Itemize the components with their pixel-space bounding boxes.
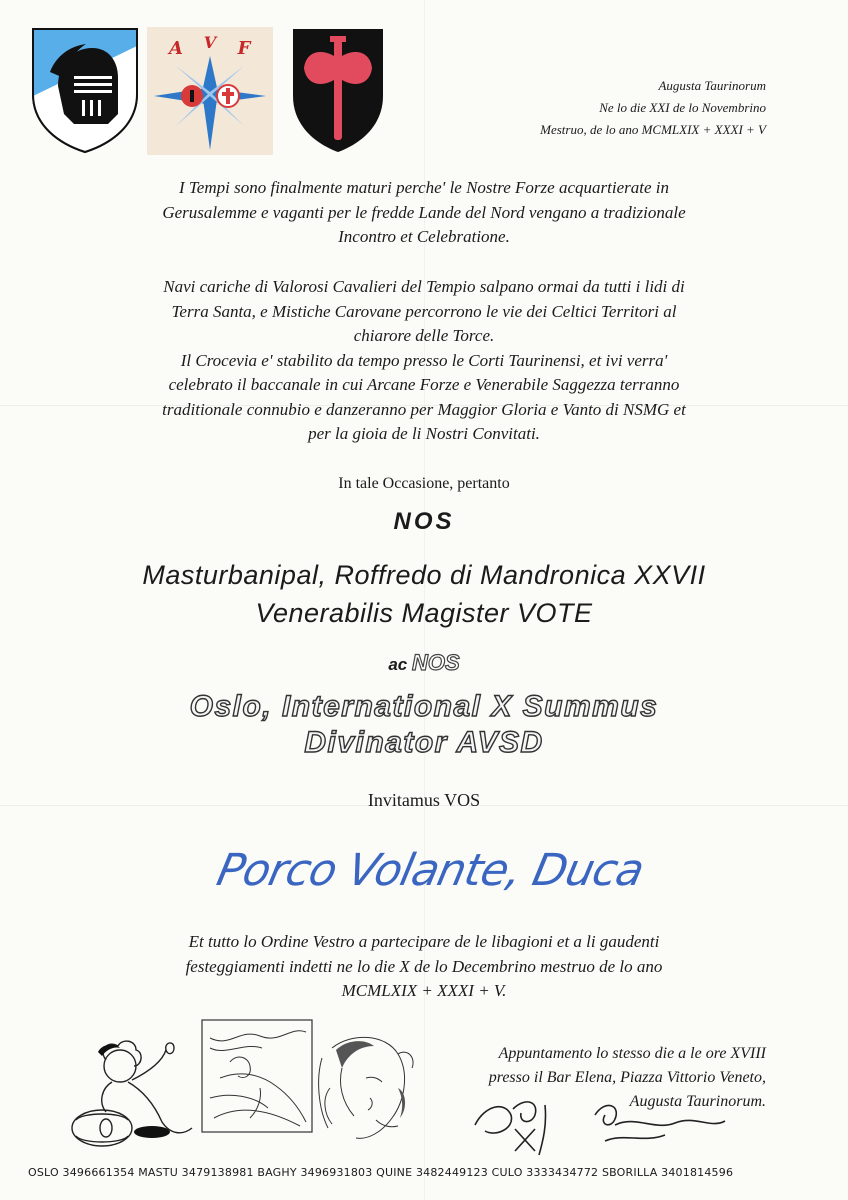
date-day: Ne lo die XXI de lo Novembrino [599,100,766,115]
paragraph-line: Incontro et Celebratione. [338,227,510,246]
paragraph-line: Il Crocevia e' stabilito da tempo presso le Corti Taurinensi, et ivi verra' [180,350,668,370]
paragraph-line: I Tempi sono finalmente maturi perche' le Nostre Forze acquartierate in [179,178,669,197]
knight-shield-icon [30,26,140,154]
nos-heading: NOS [393,508,455,535]
divinator-name: Oslo, International X Summus [189,690,659,723]
paragraph-line: Terra Santa, e Mistiche Carovane percorrono le vie dei Celtici Territori al [171,301,677,321]
paragraph-line: traditionale connubio e danzeranno per Maggior Gloria e Vanto di NSMG et [162,399,686,419]
axe-shield-icon [290,26,386,154]
invitation-paragraph [60,930,788,1004]
portrait-sketch-illustration [312,1028,422,1150]
paragraph-line: chiarore delle Torce. [353,326,495,345]
badge-letter-a: A [169,38,183,59]
ac-nos-word: NOS [411,650,460,675]
badge-letter-v: V [203,33,217,52]
paragraph-line: celebrato il baccanale in cui Arcane Forze e Venerabile Saggezza terranno [168,375,680,394]
signatures-icon [455,1085,745,1160]
date-year: Mestruo, de lo ano MCMLXIX + XXXI + V [540,122,766,137]
reclining-figure-illustration [200,1018,315,1136]
ac-prefix: ac [388,655,412,674]
date-block [426,75,766,141]
date-city: Augusta Taurinorum [658,78,766,93]
appointment-line: Appuntamento lo stesso die a le ore XVIII [498,1045,766,1062]
body-paragraph [60,275,788,447]
paragraph-line: Et tutto lo Ordine Vestro a partecipare de le libagioni et a li gaudenti [188,932,660,951]
occasion-line: In tale Occasione, pertanto [338,475,510,492]
paragraph-line: Navi cariche di Valorosi Cavalieri del Tempio salpano ormai da tutti i lidi di [163,277,685,296]
divinator-title: Divinator AVSD [304,726,544,759]
intro-paragraph [60,176,788,250]
paragraph-line: Gerusalemme e vaganti per le fredde Lande del Nord vengano a tradizionale [162,202,686,222]
appointment-line: presso il Bar Elena, Piazza Vittorio Veneto, [488,1069,766,1086]
invitamus-line: Invitamus VOS [367,790,481,810]
compass-badge-icon [146,26,274,156]
magister-name: Masturbanipal, Roffredo di Mandronica XXVII [142,560,706,590]
paragraph-line: per la gioia de li Nostri Convitati. [308,424,540,443]
paragraph-line: festeggiamenti indetti ne lo die X de lo Decembrino mestruo de lo ano [185,956,663,976]
guest-name-handwritten: Porco Volante, Duca [212,845,648,896]
ac-nos-line [0,650,848,676]
badge-letter-f: F [237,38,251,59]
footer-phone-list: OSLO 3496661354 MASTU 3479138981 BAGHY 3496931803 QUINE 3482449123 CULO 3333434772 SBORILLA 3401814596 [28,1166,734,1179]
paragraph-line: MCMLXIX + XXXI + V. [341,981,507,1000]
appointment-line: Augusta Taurinorum. [629,1093,766,1110]
cherub-barrel-illustration [62,1032,202,1150]
magister-title: Venerabilis Magister VOTE [255,598,593,628]
